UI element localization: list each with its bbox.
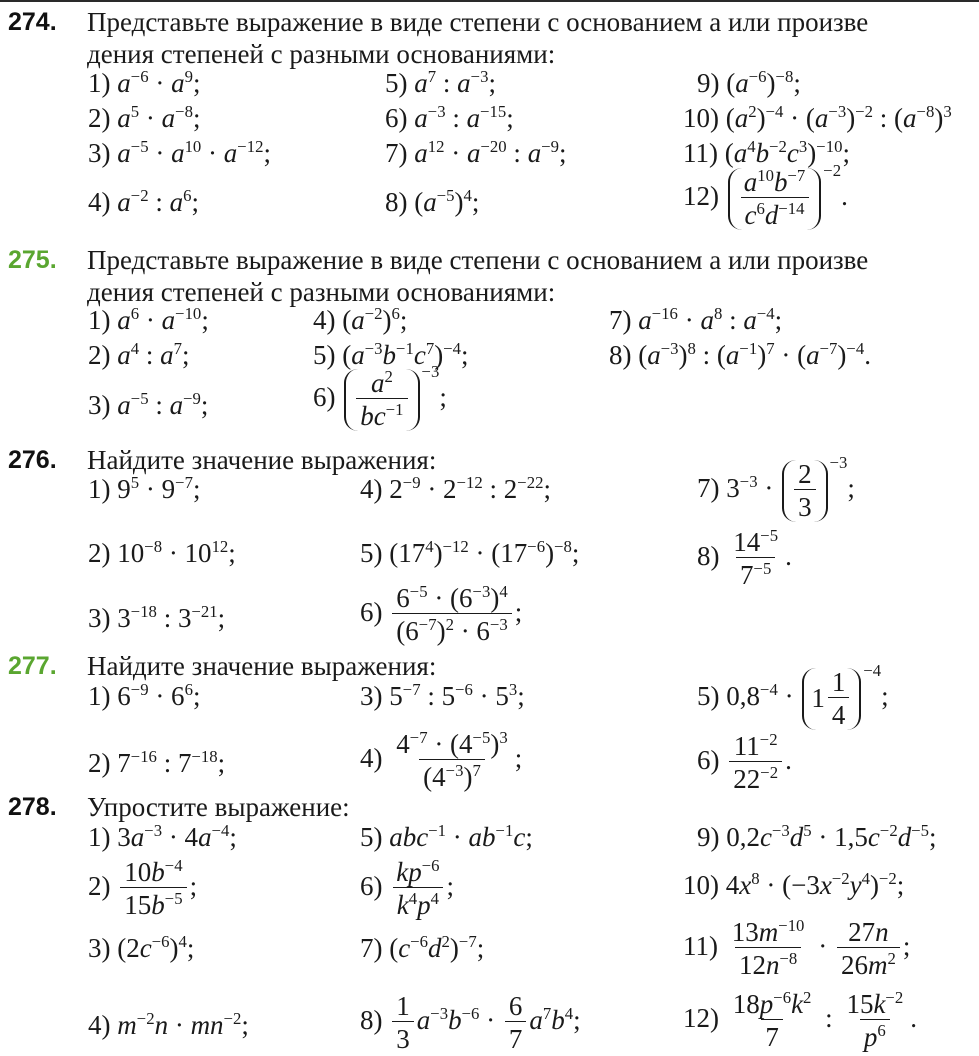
exercise-item: 6) $\frac{a^2}{bc^{-1}}$ −3; bbox=[313, 362, 447, 432]
exercise-item: 10) $4x^8 \cdot (-3x^{-2}y^4)^{-2}$; bbox=[683, 868, 905, 900]
problem-text-line: Найдите значение выражения: bbox=[87, 445, 437, 475]
exercise-item: 8) $(a^{-5})^4$; bbox=[385, 185, 480, 217]
exercise-item: 2) $\frac{10b^{-4}}{15b^{-5}}$ ; bbox=[88, 855, 198, 921]
exercise-item: 7) $a^{12} \cdot a^{-20}$ : $a^{-9}$; bbox=[385, 136, 567, 168]
problem-number: 274. bbox=[8, 8, 57, 36]
exercise-item: 8) $\frac{14^{-5}}{7^{-5}}$ . bbox=[697, 525, 792, 591]
exercise-item: 4) $\frac{4^{-7} \cdot (4^{-5})^3}{(4^{-3})^7}$ ; bbox=[360, 727, 523, 793]
exercise-item: 3) $5^{-7}$ : $5^{-6} \cdot 5^3$; bbox=[360, 679, 525, 711]
problem-text bbox=[87, 791, 350, 823]
exercise-item: 1) $6^{-9} \cdot 6^6$; bbox=[88, 679, 201, 711]
problem-text-line: дения степеней с разными основаниями: bbox=[87, 277, 556, 307]
problem-text-line: Найдите значение выражения: bbox=[87, 651, 437, 681]
exercise-item: 7) $a^{-16} \cdot a^8$ : $a^{-4}$; bbox=[609, 303, 783, 335]
exercise-item: 5) $(17^4)^{-12} \cdot (17^{-6})^{-8}$; bbox=[360, 536, 580, 568]
exercise-item: 4) $a^{-2}$ : $a^6$; bbox=[88, 185, 199, 217]
problem-text-line: Упростите выражение: bbox=[87, 792, 350, 822]
exercise-item: 1) $a^{-6} \cdot a^9$; bbox=[88, 66, 201, 98]
exercise-item: 3) $a^{-5} \cdot a^{10} \cdot a^{-12}$; bbox=[88, 136, 271, 168]
exercise-item: 5) $a^7$ : $a^{-3}$; bbox=[385, 66, 496, 98]
exercise-item: 4) $(a^{-2})^6$; bbox=[313, 303, 408, 335]
exercise-item: 3) $3^{-18}$ : $3^{-21}$; bbox=[88, 601, 226, 633]
problem-text bbox=[87, 6, 868, 70]
exercise-item: 5) $(a^{-3}b^{-1}c^7)^{-4}$; bbox=[313, 338, 469, 370]
problem-text-line: Представьте выражение в виде степени с основанием a или произве bbox=[87, 7, 869, 37]
exercise-item: 2) $7^{-16}$ : $7^{-18}$; bbox=[88, 746, 226, 778]
exercise-item: 6) $\frac{kp^{-6}}{k^4p^4}$ ; bbox=[360, 855, 455, 921]
exercise-item: 1) $3a^{-3} \cdot 4a^{-4}$; bbox=[88, 820, 237, 852]
exercise-item: 4) $m^{-2}n \cdot mn^{-2}$; bbox=[88, 1008, 249, 1040]
problem-text-line: дения степеней с разными основаниями: bbox=[87, 39, 556, 69]
exercise-item: 2) $a^4$ : $a^7$; bbox=[88, 338, 190, 370]
exercise-item: 5) $0,8^{-4} \cdot 1$ $\frac{1}{4}$ −4; bbox=[697, 661, 889, 731]
exercise-item: 7) $(c^{-6}d^2)^{-7}$; bbox=[360, 931, 485, 963]
problem-number: 278. bbox=[8, 793, 57, 821]
problem-text bbox=[87, 650, 436, 682]
problem-number: 275. bbox=[8, 246, 57, 274]
exercise-item: 4) $2^{-9} \cdot 2^{-12}$ : $2^{-22}$; bbox=[360, 472, 551, 504]
problem-text-line: Представьте выражение в виде степени с основанием a или произве bbox=[87, 245, 869, 275]
exercise-item: 6) $\frac{6^{-5} \cdot (6^{-3})^4}{(6^{-7})^2 \cdot 6^{-3}}$ ; bbox=[360, 581, 523, 647]
exercise-item: 11) $(a^4b^{-2}c^3)^{-10}$; bbox=[683, 136, 850, 168]
exercise-item: 9) $0,2c^{-3}d^5 \cdot 1,5c^{-2}d^{-5}$; bbox=[697, 820, 937, 852]
exercise-item: 3) $a^{-5}$ : $a^{-9}$; bbox=[88, 388, 209, 420]
exercise-item: 5) $abc^{-1} \cdot ab^{-1}c$; bbox=[360, 820, 533, 852]
exercise-item: 11) $\frac{13m^{-10}}{12n^{-8}}$ · $\frac{27n}{26m^2}$ ; bbox=[683, 915, 911, 981]
problem-number: 277. bbox=[8, 652, 57, 680]
problem-number: 276. bbox=[8, 446, 57, 474]
problem-text bbox=[87, 444, 436, 476]
exercise-item: 6) $\frac{11^{-2}}{22^{-2}}$ . bbox=[697, 729, 792, 795]
exercise-item: 1) $a^6 \cdot a^{-10}$; bbox=[88, 303, 209, 335]
page-top-rule bbox=[0, 0, 979, 2]
exercise-item: 6) $a^{-3}$ : $a^{-15}$; bbox=[385, 101, 514, 133]
exercise-item: 8) $(a^{-3})^8$ : $(a^{-1})^7 \cdot (a^{-7})^{-4}$. bbox=[609, 338, 871, 370]
exercise-item: 9) $(a^{-6})^{-8}$; bbox=[697, 66, 801, 98]
exercise-item: 8) $\frac{1}{3}$ $a^{-3}b^{-6}$ · $\frac{6}{7}$ $a^7b^4$; bbox=[360, 991, 581, 1055]
exercise-item: 2) $a^5 \cdot a^{-8}$; bbox=[88, 101, 201, 133]
exercise-item: 12) $\frac{a^{10}b^{-7}}{c^6d^{-14}}$ −2. bbox=[683, 161, 848, 231]
exercise-item: 12) $\frac{18p^{-6}k^2}{7}$ : $\frac{15k^{-2}}{p^6}$ . bbox=[683, 987, 917, 1053]
exercise-item: 3) $(2c^{-6})^4$; bbox=[88, 931, 195, 963]
exercise-item: 1) $9^5 \cdot 9^{-7}$; bbox=[88, 472, 201, 504]
problem-text bbox=[87, 244, 868, 308]
exercise-item: 2) $10^{-8} \cdot 10^{12}$; bbox=[88, 536, 236, 568]
exercise-item: 7) $3^{-3}$ · $\frac{2}{3}$ −3; bbox=[697, 453, 855, 523]
exercise-item: 10) $(a^2)^{-4} \cdot (a^{-3})^{-2}$ : $(a^{-8})^3$ bbox=[683, 101, 952, 133]
